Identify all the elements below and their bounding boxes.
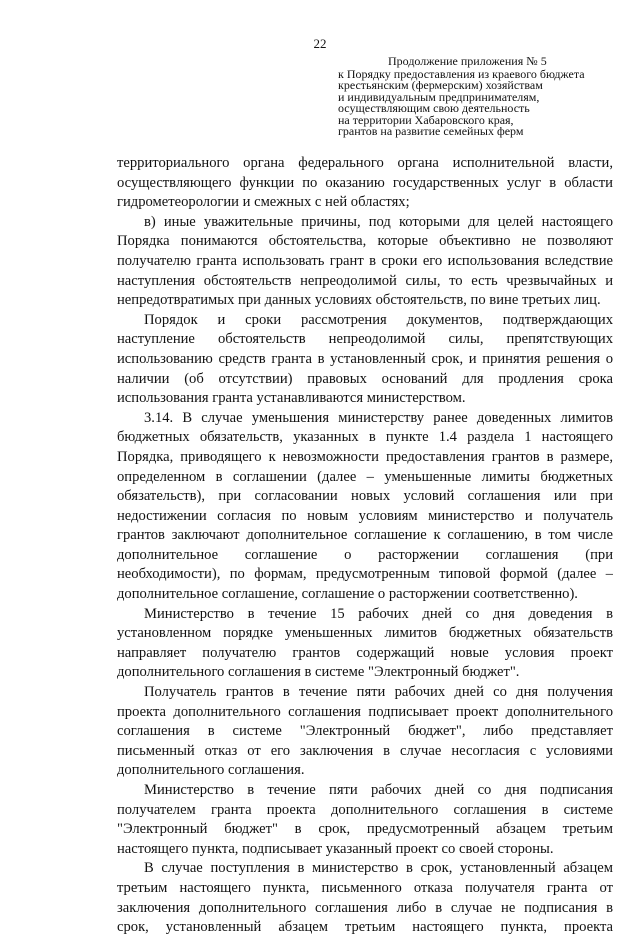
body-line: наступление обстоятельств непреодолимой силы, препятствующих xyxy=(117,331,613,348)
appendix-title: Продолжение приложения № 5 xyxy=(388,54,547,68)
body-line: получателю гранта использовать грант в сроки его использования вследствие xyxy=(117,252,613,269)
body-line: дополнительное соглашение о расторжении соглашения (при xyxy=(117,546,613,563)
body-line: обязательств), при согласовании новых условий соглашения или при xyxy=(117,488,613,505)
body-line: использования гранта устанавливаются министерством. xyxy=(117,390,466,407)
body-line: наличии (об отсутствии) правовых оснований для продления срока xyxy=(117,370,613,387)
body-line: непредотвратимых при данных условиях обстоятельств, по вине третьих лиц. xyxy=(117,292,601,309)
body-line: установленном порядке уменьшенных лимитов бюджетных обязательств xyxy=(117,625,613,642)
body-line: направляет получателю грантов содержащий новые условия проект xyxy=(117,644,613,661)
body-line: использованию средств гранта в установленный срок, и принятия решения о xyxy=(117,350,613,367)
body-line: Порядка понимаются обстоятельства, которые объективно не позволяют xyxy=(117,233,613,250)
body-line: гидрометеорологии и смежных с ней областях; xyxy=(117,194,410,211)
body-line: "Электронный бюджет" в срок, предусмотренный абзацем третьим xyxy=(117,821,613,838)
body-line: дополнительного соглашения. xyxy=(117,762,305,779)
body-line: третьим настоящего пункта, письменного отказа получателя гранта от xyxy=(117,879,613,896)
appendix-header-line: и индивидуальным предпринимателям, xyxy=(338,89,540,104)
body-line: В случае поступления в министерство в срок, установленный абзацем xyxy=(144,860,613,877)
appendix-header-line: крестьянским (фермерским) хозяйствам xyxy=(338,78,543,92)
body-line: необходимости), по формам, предусмотренным типовой формой (далее – xyxy=(117,566,613,583)
body-line: бюджетных обязательств, указанных в пункте 1.4 раздела 1 настоящего xyxy=(117,429,613,446)
appendix-header-line: грантов на развитие семейных ферм xyxy=(338,124,524,138)
body-line: дополнительное соглашение, соглашение о расторжении соответственно). xyxy=(117,586,578,603)
appendix-header-line: осуществляющим свою деятельность xyxy=(338,101,530,115)
body-line: дополнительного соглашения в системе "Электронный бюджет". xyxy=(117,664,520,681)
body-line: получателем гранта проекта дополнительного соглашения в системе xyxy=(117,801,613,818)
appendix-header-line: к Порядку предоставления из краевого бюджета xyxy=(338,66,585,81)
body-line: соглашения в системе "Электронный бюджет", либо представляет xyxy=(117,723,613,740)
body-line: в) иные уважительные причины, под которыми для целей настоящего xyxy=(144,213,613,230)
body-line: территориального органа федерального органа исполнительной власти, xyxy=(117,155,613,171)
body-line: осуществляющего функции по оказанию государственных услуг в области xyxy=(117,174,613,191)
body-line: настоящего пункта, подписывает указанный проект со своей стороны. xyxy=(117,840,554,857)
body-line: недостижении согласия по новым условиям министерство и получатель xyxy=(117,507,613,524)
body-line: грантов заключают дополнительное соглашение к соглашению, в том числе xyxy=(117,527,613,544)
body-line: 3.14. В случае уменьшения министерству ранее доведенных лимитов xyxy=(144,409,613,426)
body-line: Порядок и сроки рассмотрения документов, подтверждающих xyxy=(144,311,613,328)
appendix-header-line: на территории Хабаровского края, xyxy=(338,112,514,127)
body-line: заключения дополнительного соглашения либо в случае не подписания в xyxy=(117,899,613,916)
appendix-header xyxy=(338,56,628,138)
body-line: срок, установленный абзацем третьим настоящего пункта, проекта xyxy=(117,919,613,936)
page-number: 22 xyxy=(313,36,327,51)
body-line: проекта дополнительного соглашения подписывает проект дополнительного xyxy=(117,703,613,720)
document-body xyxy=(117,154,613,938)
body-line: Порядка, приводящего к невозможности предоставления грантов в размере, xyxy=(117,448,613,465)
body-line: письменный отказ от его заключения в случае несогласия с условиями xyxy=(117,742,613,759)
body-line: Министерство в течение 15 рабочих дней со дня доведения в xyxy=(144,605,613,622)
body-line: Получатель грантов в течение пяти рабочих дней со дня получения xyxy=(144,684,613,701)
body-line: наступления обстоятельств непреодолимой силы, то есть чрезвычайных и xyxy=(117,272,613,289)
body-line: определенном в соглашении (далее – уменьшенные лимиты бюджетных xyxy=(117,468,613,485)
body-line: Министерство в течение пяти рабочих дней со дня подписания xyxy=(144,782,613,798)
